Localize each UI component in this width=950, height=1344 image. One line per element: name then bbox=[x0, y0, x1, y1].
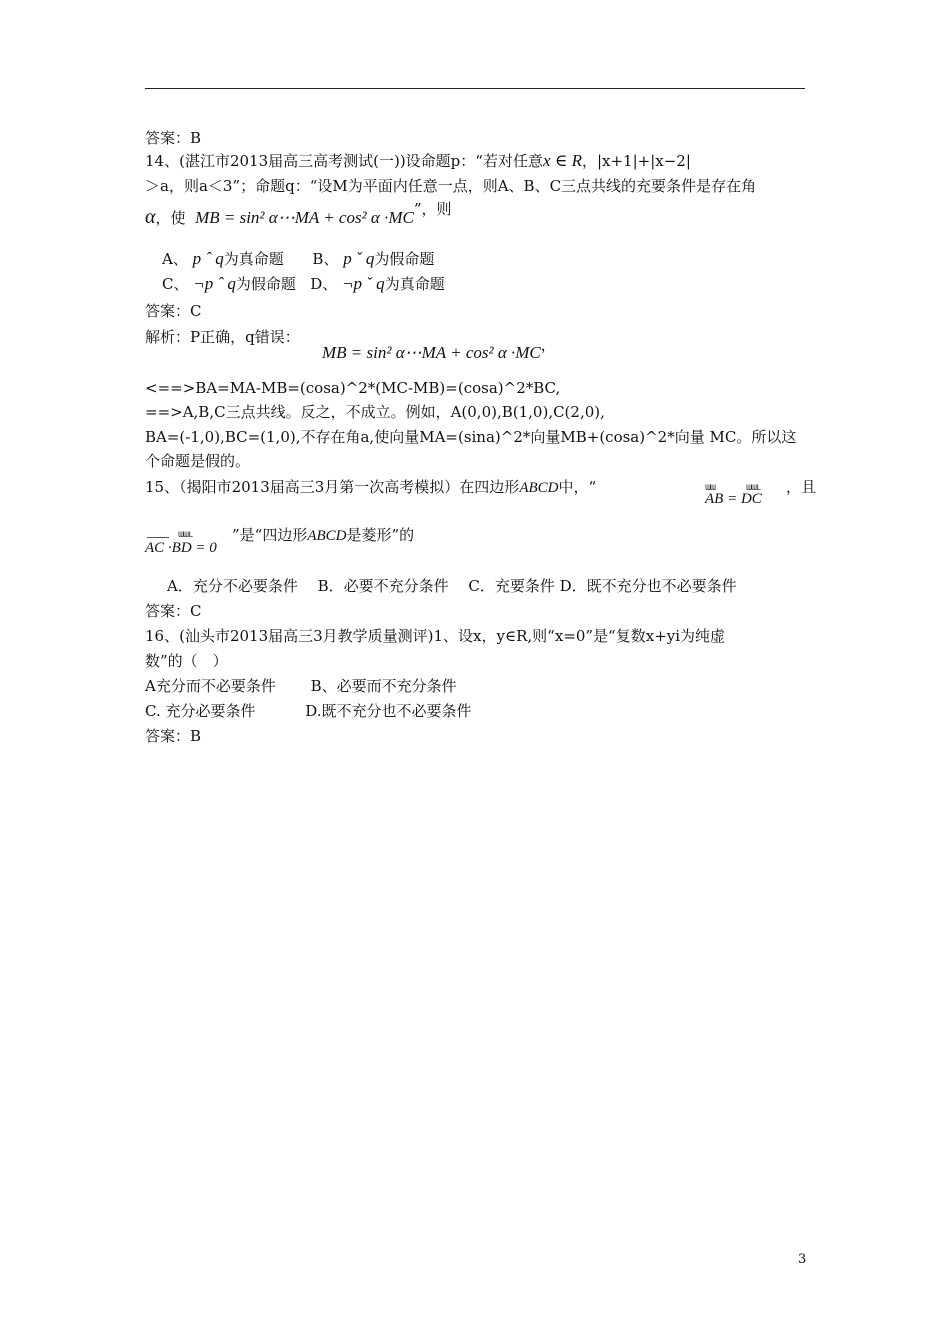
q14-line3-end: ”，则 bbox=[413, 200, 452, 218]
q14-line-d: 个命题是假的。 bbox=[145, 452, 251, 470]
q14-line3-mid: ，使 bbox=[155, 209, 186, 227]
q14-analysis-formula-line bbox=[322, 336, 556, 363]
q14-opt-c-math: ¬p ˆ q bbox=[193, 274, 236, 293]
q15-line2 bbox=[232, 525, 414, 546]
q14-opt-b-text: 为假命题 bbox=[374, 250, 435, 268]
q14-line1-pre: 14、(湛江市2013届高三高考测试(一))设命题p：“若对任意 bbox=[145, 152, 543, 170]
q14-options-ab bbox=[162, 249, 434, 269]
q15-answer: 答案：C bbox=[145, 602, 202, 620]
q15-vec-dot: AC ·BD = 0 bbox=[145, 540, 217, 556]
q14-line1 bbox=[145, 151, 691, 171]
q15-line1-mid: 中，“ bbox=[558, 478, 597, 496]
q15-line1-text: 15、（揭阳市2013届高三3月第一次高考模拟）在四边形 bbox=[145, 478, 520, 496]
q15-line2-abcd: ABCD bbox=[307, 528, 347, 544]
q14-analysis bbox=[145, 327, 300, 347]
q14-opt-b-label: B、 bbox=[312, 250, 339, 268]
q14-answer: 答案：C bbox=[145, 302, 202, 320]
q16-options-ab: A充分而不必要条件 B、必要而不充分条件 bbox=[145, 677, 457, 695]
q14-opt-a-label: A、 bbox=[162, 250, 188, 268]
q14-formula: MB = sin² α⋯MA + cos² α ·MC bbox=[195, 208, 414, 227]
q14-opt-d-math: ¬p ˇ q bbox=[342, 274, 385, 293]
q14-opt-a-math: p ˆ q bbox=[192, 249, 224, 268]
q16-answer: 答案：B bbox=[145, 727, 202, 745]
answer-13: 答案：B bbox=[145, 129, 202, 147]
q16-line2: 数”的（ ） bbox=[145, 652, 228, 670]
q15-line1-end: ，且 bbox=[786, 478, 817, 496]
q14-opt-d-label: D、 bbox=[310, 275, 338, 293]
q14-opt-b-math: p ˇ q bbox=[343, 249, 375, 268]
vector-arrow-dc: աաւ bbox=[746, 482, 762, 493]
q14-opt-c-label: C、 bbox=[162, 275, 189, 293]
q14-opt-d-text: 为真命题 bbox=[384, 275, 445, 293]
q14-line2: ＞a，则a＜3”；命题q：“设M为平面内任意一点，则A、B、C三点共线的充要条件是存在角 bbox=[145, 177, 757, 195]
q15-line2-text: ”是“四边形 bbox=[232, 526, 308, 544]
q14-opt-a-text: 为真命题 bbox=[223, 250, 284, 268]
vector-arrow-ab: աա bbox=[705, 482, 716, 493]
q15-line2-end: 是菱形”的 bbox=[346, 526, 415, 544]
q14-line-a: <==>BA=MA-MB=(cosa)^2*(MC-MB)=(cosa)^2*BC, bbox=[145, 379, 561, 397]
page-number: 3 bbox=[798, 1252, 807, 1267]
q14-analysis-formula: MB = sin² α⋯MA + cos² α ·MC bbox=[322, 343, 541, 362]
q15-vec-eq: AB = DC bbox=[705, 491, 762, 507]
q14-line3 bbox=[145, 200, 452, 228]
q15-options: A．充分不必要条件 B．必要不充分条件 C．充要条件 D．既不充分也不必要条件 bbox=[167, 577, 737, 595]
q14-opt-c-text: 为假命题 bbox=[235, 275, 296, 293]
q14-line1-post: ，|x+1|+|x−2| bbox=[581, 152, 691, 170]
q14-analysis-end: ， bbox=[540, 336, 556, 354]
q14-options-cd bbox=[162, 274, 445, 294]
vector-arrow-bd: աաւ bbox=[178, 529, 194, 540]
q15-abcd: ABCD bbox=[519, 480, 559, 496]
q14-line-b: ==>A,B,C三点共线。反之，不成立。例如，A(0,0),B(1,0),C(2,0), bbox=[145, 403, 605, 421]
q16-options-cd: C. 充分必要条件 D.既不充分也不必要条件 bbox=[145, 702, 472, 720]
header-rule bbox=[145, 88, 805, 89]
q16-line1: 16、(汕头市2013届高三3月教学质量测评)1、设x，y∈R,则“x=0”是“复数x+yi为纯虚 bbox=[145, 627, 726, 645]
q14-analysis-pre: 解析：P正确，q错误： bbox=[145, 328, 300, 346]
vector-bar-ac bbox=[147, 537, 169, 538]
q14-line1-math: x ∈ R bbox=[542, 151, 582, 170]
alpha-symbol: α bbox=[145, 206, 156, 228]
q14-line-c: BA=(-1,0),BC=(1,0),不存在角a,使向量MA=(sina)^2*向量MB+(cosa)^2*向量 MC。所以这 bbox=[145, 428, 797, 446]
q15-line1 bbox=[145, 477, 596, 498]
